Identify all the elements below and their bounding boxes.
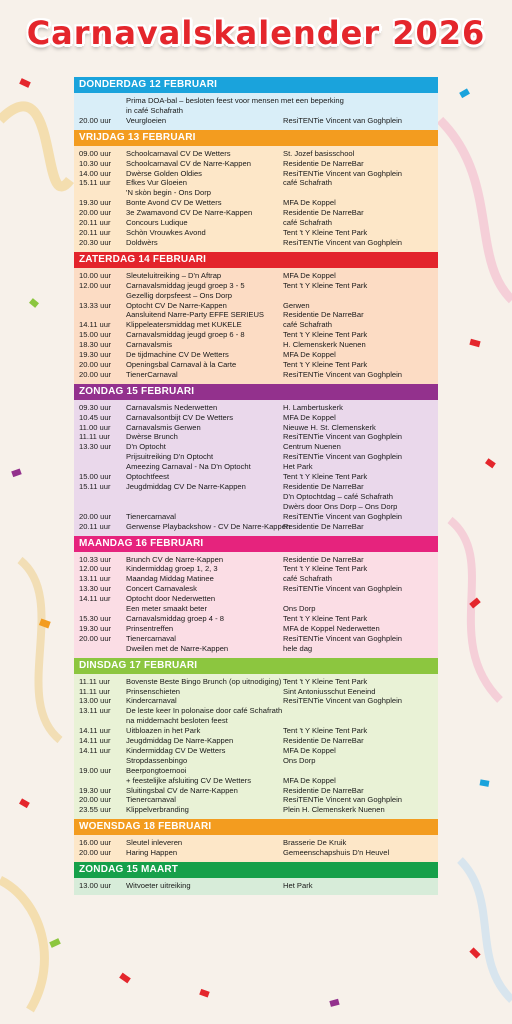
event-name: TienerCarnaval — [126, 369, 178, 379]
event-row — [74, 281, 438, 291]
event-time: 12.00 uur — [79, 280, 112, 290]
event-row — [74, 149, 438, 159]
event-name: D'n Optocht — [126, 442, 166, 452]
event-row — [74, 238, 438, 248]
event-location: Nieuwe H. St. Clemenskerk — [283, 422, 376, 432]
event-row — [74, 320, 438, 330]
event-row — [74, 584, 438, 594]
day-header: ZATERDAG 14 FEBRUARI — [74, 252, 438, 268]
event-name: Dwèrse Golden Oldies — [126, 168, 202, 178]
event-location: MFA De Koppel — [283, 412, 336, 422]
day-header: DONDERDAG 12 FEBRUARI — [74, 77, 438, 93]
event-name: + feestelijke afsluiting CV De Wetters — [126, 775, 252, 785]
event-row — [74, 512, 438, 522]
event-row — [74, 786, 438, 796]
event-name: Witvoeter uitreiking — [126, 881, 191, 891]
event-name: Prima DOA-bal – besloten feest voor mensen met een beperking — [126, 96, 344, 105]
event-row — [74, 555, 438, 565]
event-row — [74, 726, 438, 736]
event-name: Schoolcarnaval CV de Narre-Kappen — [126, 158, 251, 168]
event-name: Kindermiddag CV De Wetters — [126, 745, 226, 755]
event-location: ResiTENTie Vincent van Goghplein — [283, 633, 403, 643]
event-row — [74, 116, 438, 126]
event-row — [74, 228, 438, 238]
event-location: Residentie De NarreBar — [283, 310, 364, 320]
event-time: 20.11 uur — [79, 218, 111, 228]
event-name: Uitbloazen in het Park — [126, 726, 201, 736]
event-name: Carnavalsmiddag jeugd groep 6 - 8 — [126, 330, 245, 340]
event-name: Schòn Vrouwkes Avond — [126, 227, 206, 237]
event-location: ResiTENTie Vincent van Goghplein — [283, 452, 403, 462]
event-location: Residentie De NarreBar — [283, 554, 364, 564]
event-location: H. Clemenskerk Nuenen — [283, 340, 366, 350]
event-time: 20.00 uur — [79, 115, 112, 125]
event-time: 14.11 uur — [79, 726, 111, 736]
event-location: Tent 't Y Kleine Tent Park — [283, 330, 368, 340]
event-time: 20.00 uur — [79, 369, 112, 379]
event-name: Gezellig dorpsfeest – Ons Dorp — [126, 290, 232, 300]
event-name: Sluitingsbal CV de Narre-Kappen — [126, 785, 238, 795]
event-row — [74, 522, 438, 532]
event-location: Tent 't Y Kleine Tent Park — [283, 676, 368, 686]
event-row — [74, 218, 438, 228]
event-time — [79, 291, 126, 301]
event-row — [74, 106, 438, 116]
event-time: 13.30 uur — [79, 584, 112, 594]
event-location: Tent 't Y Kleine Tent Park — [283, 564, 368, 574]
event-location — [283, 766, 438, 776]
event-name: Carnavalsmiddag jeugd groep 3 - 5 — [126, 280, 245, 290]
event-row — [74, 96, 438, 106]
event-row — [74, 472, 438, 482]
event-location: café Schafrath — [283, 574, 332, 584]
event-time — [79, 96, 126, 106]
day-section — [74, 658, 438, 820]
day-header: ZONDAG 15 FEBRUARI — [74, 384, 438, 400]
event-time: 20.00 uur — [79, 208, 112, 218]
event-name: Haring Happen — [126, 848, 178, 858]
event-row — [74, 159, 438, 169]
event-time — [79, 716, 126, 726]
event-location: Tent 't Y Kleine Tent Park — [283, 359, 368, 369]
event-name: Maandag Middag Matinee — [126, 574, 214, 584]
event-row — [74, 644, 438, 654]
event-name: Sleuteluitreiking – D'n Aftrap — [126, 270, 222, 280]
event-location: Residentie De NarreBar — [283, 736, 364, 746]
event-time: 14.11 uur — [79, 745, 111, 755]
event-row — [74, 805, 438, 815]
event-name: Prinsentreffen — [126, 623, 174, 633]
event-location: Residentie De NarreBar — [283, 482, 364, 491]
event-row — [74, 696, 438, 706]
event-time: 19.30 uur — [79, 785, 112, 795]
event-time: 10.00 uur — [79, 270, 112, 280]
event-time: 23.55 uur — [79, 805, 112, 815]
event-name: Een meter smaakt beter — [126, 604, 208, 614]
event-location: H. Lambertuskerk — [283, 402, 343, 412]
event-name: Carnavalsmis Nederwetten — [126, 402, 218, 412]
event-time: 19.30 uur — [79, 623, 112, 633]
event-time: 15.11 uur — [79, 178, 111, 188]
event-row — [74, 604, 438, 614]
event-location: Het Park — [283, 881, 313, 891]
event-row — [74, 881, 438, 891]
event-location: Tent 't Y Kleine Tent Park — [283, 280, 368, 290]
event-time: 13.33 uur — [79, 300, 112, 310]
event-location — [283, 96, 438, 106]
event-name: Prinsenschieten — [126, 686, 181, 696]
event-location: hele dag — [283, 643, 313, 653]
event-time — [79, 604, 126, 614]
event-name: Prijsuitreiking D'n Optocht — [126, 452, 214, 462]
event-time: 10.30 uur — [79, 158, 112, 168]
event-row — [74, 301, 438, 311]
event-row — [74, 624, 438, 634]
event-name: Carnavalsmiddag groep 4 - 8 — [126, 613, 224, 623]
event-row — [74, 291, 438, 301]
event-row — [74, 677, 438, 687]
day-header: ZONDAG 15 MAART — [74, 862, 438, 878]
event-time: 15.00 uur — [79, 330, 112, 340]
day-section — [74, 77, 438, 130]
event-time: 16.00 uur — [79, 838, 112, 848]
event-location: MFA De Koppel — [283, 270, 336, 280]
event-row — [74, 766, 438, 776]
event-time: 09.00 uur — [79, 148, 112, 158]
event-time: 13.00 uur — [79, 881, 112, 891]
day-header: DINSDAG 17 FEBRUARI — [74, 658, 438, 674]
event-time — [79, 452, 126, 462]
event-location: MFA De Koppel — [283, 198, 336, 208]
event-location: Tent 't Y Kleine Tent Park — [283, 472, 368, 482]
event-location: Dwèrs door Ons Dorp – Ons Dorp — [283, 501, 398, 511]
event-location: Brasserie De Kruik — [283, 838, 347, 848]
event-name: Bovenste Beste Bingo Brunch (op uitnodiging) — [126, 676, 282, 686]
event-time: 20.00 uur — [79, 848, 112, 858]
event-location: ResiTENTie Vincent van Goghplein — [283, 369, 403, 379]
event-name: De tijdmachine CV De Wetters — [126, 350, 229, 360]
event-location: ResiTENTie Vincent van Goghplein — [283, 696, 403, 706]
event-name: Gerwense Playbackshow - CV De Narre-Kappen — [126, 521, 291, 531]
day-header: VRIJDAG 13 FEBRUARI — [74, 130, 438, 146]
event-time: 20.00 uur — [79, 511, 112, 521]
event-name: Klippelverbranding — [126, 805, 189, 815]
event-time: 13.00 uur — [79, 696, 112, 706]
event-location: café Schafrath — [283, 178, 332, 188]
event-location: Ons Dorp — [283, 755, 316, 765]
event-time: 10.33 uur — [79, 554, 112, 564]
event-time: 14.11 uur — [79, 320, 111, 330]
event-location: Residentie De NarreBar — [283, 158, 364, 168]
event-time: 13.30 uur — [79, 442, 112, 452]
event-location — [283, 106, 438, 116]
event-row — [74, 736, 438, 746]
event-row — [74, 452, 438, 462]
event-location: Ons Dorp — [283, 604, 316, 614]
event-location: ResiTENTie Vincent van Goghplein — [283, 511, 403, 521]
event-time — [79, 502, 126, 512]
event-row — [74, 198, 438, 208]
event-time: 09.30 uur — [79, 402, 112, 412]
event-row — [74, 432, 438, 442]
event-name: 'N skòn begin - Ons Dorp — [126, 188, 212, 198]
event-time: 13.11 uur — [79, 706, 111, 716]
event-time: 11.00 uur — [79, 422, 111, 432]
event-name: Stropdassenbingo — [126, 755, 188, 765]
event-row — [74, 462, 438, 472]
event-row — [74, 169, 438, 179]
event-name — [126, 492, 283, 502]
event-location: café Schafrath — [283, 320, 332, 330]
event-row — [74, 310, 438, 320]
event-location: Centrum Nuenen — [283, 442, 341, 452]
event-time: 20.11 uur — [79, 521, 111, 531]
event-location: Tent 't Y Kleine Tent Park — [283, 726, 368, 736]
event-name — [126, 502, 283, 512]
event-row — [74, 706, 438, 716]
event-name: Kindercarnaval — [126, 696, 177, 706]
event-location: ResiTENTie Vincent van Goghplein — [283, 795, 403, 805]
event-row — [74, 594, 438, 604]
day-header: MAANDAG 16 FEBRUARI — [74, 536, 438, 552]
event-time — [79, 188, 126, 198]
event-row — [74, 442, 438, 452]
event-location: Tent 't Y Kleine Tent Park — [283, 613, 368, 623]
event-row — [74, 350, 438, 360]
event-name: in café Schafrath — [126, 105, 183, 115]
event-name: Kindermiddag groep 1, 2, 3 — [126, 564, 218, 574]
event-row — [74, 756, 438, 766]
event-location: Tent 't Y Kleine Tent Park — [283, 227, 368, 237]
event-time: 10.45 uur — [79, 412, 112, 422]
event-location: MFA De Koppel — [283, 350, 336, 360]
event-time: 11.11 uur — [79, 432, 110, 442]
event-row — [74, 502, 438, 512]
event-location: MFA de Koppel Nederwetten — [283, 623, 380, 633]
event-location: ResiTENTie Vincent van Goghplein — [283, 237, 403, 247]
event-location: Gemeenschapshuis D'n Heuvel — [283, 848, 390, 858]
event-location: MFA De Koppel — [283, 775, 336, 785]
event-name: Openingsbal Carnaval à la Carte — [126, 359, 237, 369]
event-time: 14.11 uur — [79, 594, 111, 604]
event-name: Beerpongtoernooi — [126, 765, 187, 775]
event-row — [74, 208, 438, 218]
event-row — [74, 838, 438, 848]
event-name: Carnavalsmis Gerwen — [126, 422, 201, 432]
event-location: ResiTENTie Vincent van Goghplein — [283, 168, 403, 178]
event-location — [283, 716, 438, 726]
day-section — [74, 252, 438, 384]
event-row — [74, 403, 438, 413]
event-name: Optocht CV De Narre-Kappen — [126, 300, 227, 310]
event-name: Ameezing Carnaval - Na D'n Optocht — [126, 462, 251, 472]
event-row — [74, 178, 438, 188]
event-name: Sleutel inleveren — [126, 838, 183, 848]
event-time: 15.11 uur — [79, 482, 111, 491]
event-name: Dweilen met de Narre-Kappen — [126, 643, 229, 653]
event-name: Efkes Vur Gloeien — [126, 178, 187, 188]
event-time: 11.11 uur — [79, 676, 110, 686]
event-time — [79, 756, 126, 766]
event-name: Klippeleatersmiddag met KUKELE — [126, 320, 242, 330]
event-row — [74, 795, 438, 805]
event-location: ResiTENTie Vincent van Goghplein — [283, 432, 403, 442]
event-time: 20.00 uur — [79, 633, 112, 643]
day-section — [74, 384, 438, 536]
event-name: Jeugdmiddag De Narre-Kappen — [126, 736, 234, 746]
event-name: Concours Ludique — [126, 218, 188, 228]
event-name: Veurgloeien — [126, 115, 167, 125]
page-title: Carnavalskalender 2026 — [26, 14, 486, 52]
event-name: Jeugdmiddag CV De Narre-Kappen — [126, 482, 246, 491]
event-location: St. Jozef basisschool — [283, 148, 355, 158]
event-name: Doldwèrs — [126, 237, 158, 247]
event-name: Carnavalsmis — [126, 340, 172, 350]
event-location — [283, 188, 438, 198]
event-row — [74, 423, 438, 433]
event-name: Dwèrse Brunch — [126, 432, 178, 442]
event-time: 15.00 uur — [79, 472, 112, 482]
event-time — [79, 776, 126, 786]
event-time — [79, 462, 126, 472]
event-row — [74, 687, 438, 697]
event-location: MFA De Koppel — [283, 745, 336, 755]
event-time: 11.11 uur — [79, 686, 110, 696]
calendar-panel — [74, 77, 438, 895]
event-time: 12.00 uur — [79, 564, 112, 574]
event-location: Residentie De NarreBar — [283, 208, 364, 218]
event-location: ResiTENTie Vincent van Goghplein — [283, 115, 403, 125]
event-location — [283, 706, 438, 716]
day-header: WOENSDAG 18 FEBRUARI — [74, 819, 438, 835]
event-row — [74, 564, 438, 574]
event-row — [74, 716, 438, 726]
event-time: 19.30 uur — [79, 198, 112, 208]
event-row — [74, 848, 438, 858]
event-location — [283, 594, 438, 604]
event-row — [74, 360, 438, 370]
event-location — [283, 291, 438, 301]
event-row — [74, 340, 438, 350]
event-name: Tienercarnaval — [126, 633, 176, 643]
event-location: café Schafrath — [283, 218, 332, 228]
event-row — [74, 614, 438, 624]
event-row — [74, 188, 438, 198]
event-time: 19.30 uur — [79, 350, 112, 360]
day-section — [74, 536, 438, 658]
event-name: Schoolcarnaval CV De Wetters — [126, 148, 231, 158]
event-time: 20.30 uur — [79, 237, 112, 247]
day-section — [74, 130, 438, 252]
event-row — [74, 776, 438, 786]
event-location: Sint Antoniusschut Eeneind — [283, 686, 376, 696]
event-location: ResiTENTie Vincent van Goghplein — [283, 584, 403, 594]
event-name: Optochtfeest — [126, 472, 170, 482]
event-location: Residentie De NarreBar — [283, 521, 364, 531]
event-row — [74, 330, 438, 340]
event-row — [74, 370, 438, 380]
day-section — [74, 862, 438, 895]
event-time — [79, 492, 126, 502]
event-time — [79, 106, 126, 116]
event-name: Carnavalsontbijt CV De Wetters — [126, 412, 234, 422]
event-time: 20.00 uur — [79, 795, 112, 805]
event-location: Het Park — [283, 462, 313, 472]
event-name: Concert Carnavalesk — [126, 584, 197, 594]
event-time: 19.00 uur — [79, 765, 112, 775]
event-name: Tienercarnaval — [126, 795, 176, 805]
event-time: 15.30 uur — [79, 613, 112, 623]
event-time: 13.11 uur — [79, 574, 111, 584]
event-time: 14.11 uur — [79, 736, 111, 746]
event-name: Aansluitend Narre-Party EFFE SERIEUS — [126, 310, 265, 320]
event-name: na middernacht besloten feest — [126, 716, 228, 726]
event-row — [74, 413, 438, 423]
event-row — [74, 574, 438, 584]
event-name: De leste keer In polonaise door café Schafrath — [126, 706, 283, 716]
event-name: Bonte Avond CV De Wetters — [126, 198, 222, 208]
event-time — [79, 644, 126, 654]
day-section — [74, 819, 438, 862]
event-row — [74, 482, 438, 492]
event-row — [74, 271, 438, 281]
event-time: 20.11 uur — [79, 227, 111, 237]
event-name: 3e Zwamavond CV De Narre-Kappen — [126, 208, 253, 218]
event-row — [74, 634, 438, 644]
event-time — [79, 310, 126, 320]
event-location: Plein H. Clemenskerk Nuenen — [283, 805, 385, 815]
event-row — [74, 746, 438, 756]
event-name: Brunch CV de Narre-Kappen — [126, 554, 224, 564]
event-time: 20.00 uur — [79, 359, 112, 369]
event-name: Optocht door Nederwetten — [126, 594, 216, 604]
event-time: 14.00 uur — [79, 168, 112, 178]
event-location: D'n Optochtdag – café Schafrath — [283, 491, 393, 501]
event-name: Tienercarnaval — [126, 511, 176, 521]
event-location: Residentie De NarreBar — [283, 785, 364, 795]
event-row — [74, 492, 438, 502]
event-location: Gerwen — [283, 300, 310, 310]
event-time: 18.30 uur — [79, 340, 112, 350]
